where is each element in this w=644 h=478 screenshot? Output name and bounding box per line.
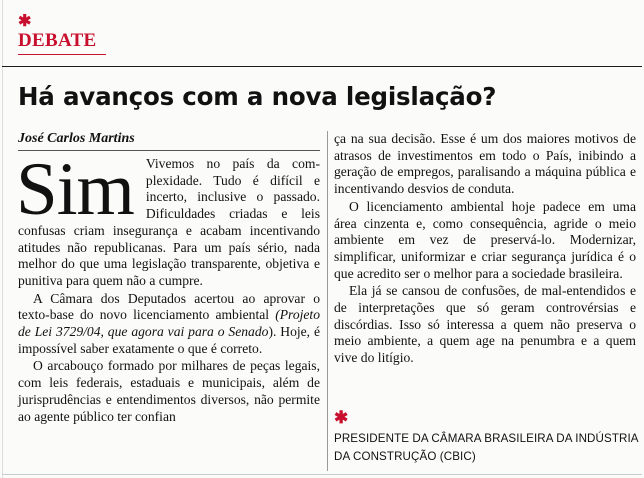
paragraph-5: O licenciamento ambiental hoje padece em uma área cinzenta e, como consequência, agride o meio ambiente em vez de preservá-lo. Modernizar, simplificar, uniformizar e criar segurança jurídica é o que acredito ser o melhor para a sociedade brasileira. [334, 198, 636, 281]
asterisk-icon: ✱ [18, 11, 32, 30]
paragraph-2 [18, 291, 320, 358]
section-underline [18, 54, 106, 55]
paragraph-3: O arcabouço formado por milhares de peças legais, com leis federais, estaduais e municipais, além de jurisprudências e entendimentos diversos, não permite ao agente público ter confian [18, 358, 320, 424]
paragraph-1 [16, 148, 320, 290]
header-rule [2, 66, 642, 67]
paragraph-4: ça na sua decisão. Esse é um dos maiores motivos de atrasos de investimentos em todo o País, inibindo a geração de empregos, paralisando a máquina pública e incentivando desvios de conduta. [334, 131, 636, 197]
page-bottom-edge [2, 474, 642, 475]
bill-reference: (Projeto de Lei 3729/04, que agora vai para o Senado [18, 307, 320, 340]
paragraph-2-start: A Câmara dos Deputados acertou ao aprovar o texto-base do novo licenciamento ambiental [18, 290, 320, 323]
column-2 [334, 131, 636, 367]
asterisk-icon: ✱ [334, 408, 349, 428]
paragraph-1-text: Vivemos no país da complexidade. Tudo é difícil e incerto, inclusive o passado. Dificuldades criadas e leis confusas criam insegurança e acabam incentivando atitudes não republicanas. Para um país sério, nada melhor do que uma legislação transparente, objetiva e punitiva para quem não a cumpre. [18, 156, 320, 288]
column-separator [327, 131, 328, 471]
dropcap: Sim [16, 148, 134, 231]
paragraph-2-end: ). Hoje, é impossível saber exatamente o que é correto. [18, 324, 320, 356]
column-1 [16, 148, 320, 425]
author-bio: PRESIDENTE DA CÂMARA BRASILEIRA DA INDÚSTRIA DA CONSTRUÇÃO (CBIC) [334, 432, 638, 463]
page-edge [2, 0, 3, 478]
byline: José Carlos Martins [18, 131, 135, 146]
paragraph-6: Ela já se cansou de confusões, de mal-entendidos e de interpretações que só geram controvérsias e discórdias. Isso só interessa a quem não preserva o meio ambiente, a quem age na penumbra e a quem vive do litígio. [334, 283, 636, 366]
headline: Há avanços com a nova legislação? [18, 82, 497, 111]
section-label: DEBATE [18, 30, 97, 51]
